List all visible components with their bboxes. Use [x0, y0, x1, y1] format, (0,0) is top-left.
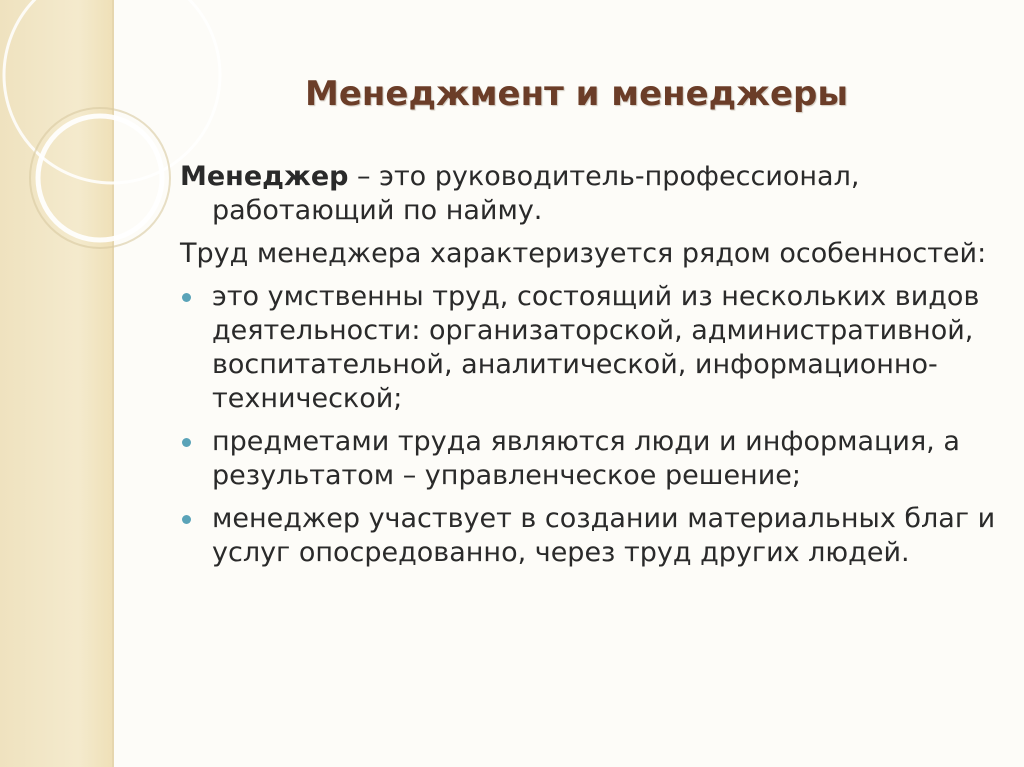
- definition-term: Менеджер: [180, 161, 349, 192]
- bullet-dot-icon: [182, 515, 191, 524]
- bullet-dot-icon: [182, 293, 191, 302]
- slide-title: Менеджмент и менеджеры: [305, 74, 849, 114]
- slide-content: [180, 160, 1000, 579]
- bullet-text: менеджер участвует в создании материальных благ и услуг опосредованно, через труд других людей.: [212, 503, 996, 568]
- bullet-text: предметами труда являются люди и информация, а результатом – управленческое решение;: [212, 426, 960, 491]
- definition-paragraph: [180, 160, 1000, 228]
- decorative-circle-large: [4, 0, 220, 183]
- bullet-dot-icon: [182, 438, 191, 447]
- definition-text: – это руководитель-профессионал, работающий по найму.: [212, 161, 860, 226]
- bullet-text: это умственны труд, состоящий из нескольких видов деятельности: организаторской, административной, воспитательной, аналитической, информационно-технической;: [212, 281, 980, 414]
- bullet-item: [180, 280, 1000, 416]
- bullet-item: [180, 425, 1000, 493]
- bullet-item: [180, 502, 1000, 570]
- intro-paragraph: Труд менеджера характеризуется рядом особенностей:: [180, 238, 987, 269]
